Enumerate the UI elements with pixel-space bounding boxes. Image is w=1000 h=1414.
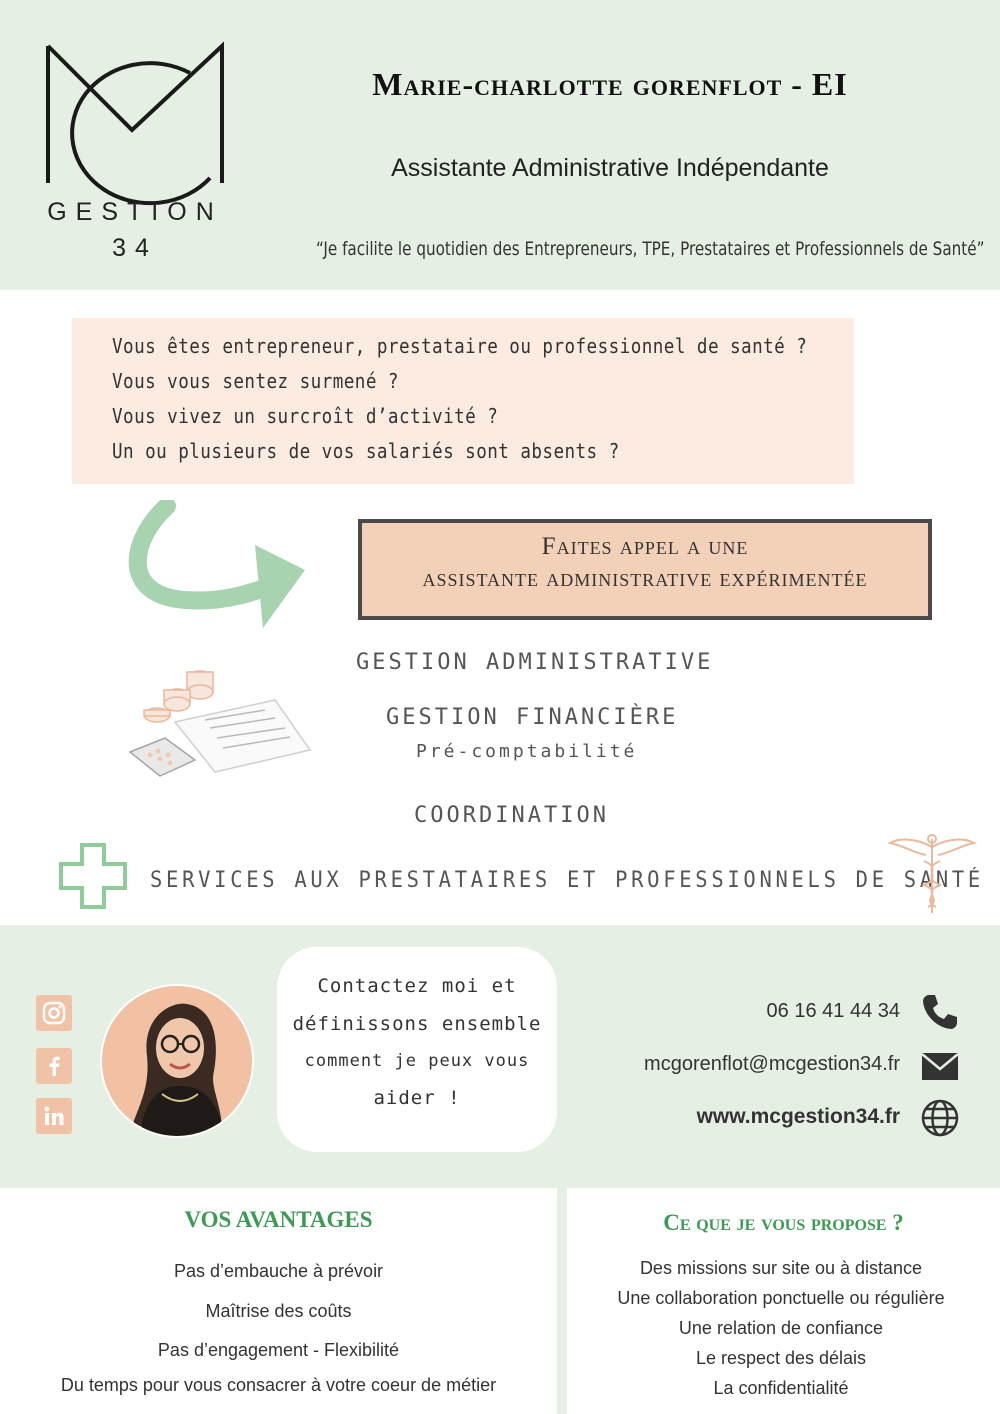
bubble-line: définissons ensemble bbox=[292, 1013, 542, 1035]
avatar bbox=[100, 984, 254, 1138]
website-link[interactable]: www.mcgestion34.fr bbox=[696, 1105, 900, 1128]
advantage-item: Maîtrise des coûts bbox=[205, 1301, 352, 1321]
advantage-item: Pas d’engagement - Flexibilité bbox=[157, 1340, 400, 1360]
cta-box bbox=[358, 519, 932, 620]
question-line: Vous êtes entrepreneur, prestataire ou professionnel de santé ? bbox=[112, 334, 808, 358]
advantages-title: VOS AVANTAGES bbox=[184, 1207, 373, 1232]
curved-arrow-icon bbox=[125, 500, 315, 630]
logo-word: GESTION bbox=[47, 198, 223, 226]
caduceus-icon bbox=[888, 833, 976, 915]
cta-line-2: assistante administrative expérimentée bbox=[422, 565, 868, 592]
service-finance: GESTION FINANCIÈRE bbox=[386, 705, 679, 730]
service-admin: GESTION ADMINISTRATIVE bbox=[356, 650, 714, 675]
cta-line-1: Faites appel a une bbox=[541, 533, 749, 560]
offer-item: Une relation de confiance bbox=[678, 1318, 884, 1338]
instagram-icon[interactable] bbox=[36, 995, 72, 1031]
offer-item: Des missions sur site ou à distance bbox=[639, 1258, 923, 1278]
owner-name: Marie-charlotte gorenflot - EI bbox=[372, 66, 848, 102]
bubble-line: Contactez moi et bbox=[317, 975, 517, 997]
question-line: Vous vivez un surcroît d’activité ? bbox=[112, 404, 499, 428]
question-line: Vous vous sentez surmené ? bbox=[112, 369, 399, 393]
advantage-item: Pas d’embauche à prévoir bbox=[173, 1261, 384, 1281]
facebook-icon[interactable] bbox=[36, 1048, 72, 1084]
medical-cross-icon bbox=[58, 842, 128, 910]
offer-item: Une collaboration ponctuelle ou régulière bbox=[617, 1288, 945, 1308]
email-address[interactable]: mcgorenflot@mcgestion34.fr bbox=[644, 1053, 900, 1075]
bubble-line: comment je peux vous bbox=[304, 1051, 530, 1071]
coins-calculator-icon bbox=[125, 660, 320, 785]
phone-number[interactable]: 06 16 41 44 34 bbox=[766, 1000, 900, 1022]
service-coordination: COORDINATION bbox=[414, 803, 609, 828]
linkedin-icon[interactable] bbox=[36, 1098, 72, 1134]
advantage-item: Du temps pour vous consacrer à votre coeur de métier bbox=[60, 1375, 497, 1395]
offer-item: Le respect des délais bbox=[695, 1348, 867, 1368]
job-title: Assistante Administrative Indépendante bbox=[391, 154, 829, 182]
phone-icon bbox=[920, 992, 960, 1032]
logo-number: 34 bbox=[112, 234, 158, 262]
contact-message-bubble bbox=[277, 947, 557, 1152]
bubble-line: aider ! bbox=[373, 1087, 461, 1109]
globe-icon bbox=[920, 1098, 960, 1138]
tagline-quote: “Je facilite le quotidien des Entrepreneurs, TPE, Prestataires et Professionnels de Santé” bbox=[316, 238, 985, 260]
service-finance-sub: Pré-comptabilité bbox=[416, 741, 638, 762]
offer-item: La confidentialité bbox=[713, 1378, 849, 1398]
offer-title: Ce que je vous propose ? bbox=[663, 1210, 904, 1235]
question-line: Un ou plusieurs de vos salariés sont absents ? bbox=[112, 439, 620, 463]
envelope-icon bbox=[920, 1046, 960, 1086]
service-health: SERVICES AUX PRESTATAIRES ET PROFESSIONNELS DE SANTÉ bbox=[150, 868, 984, 893]
